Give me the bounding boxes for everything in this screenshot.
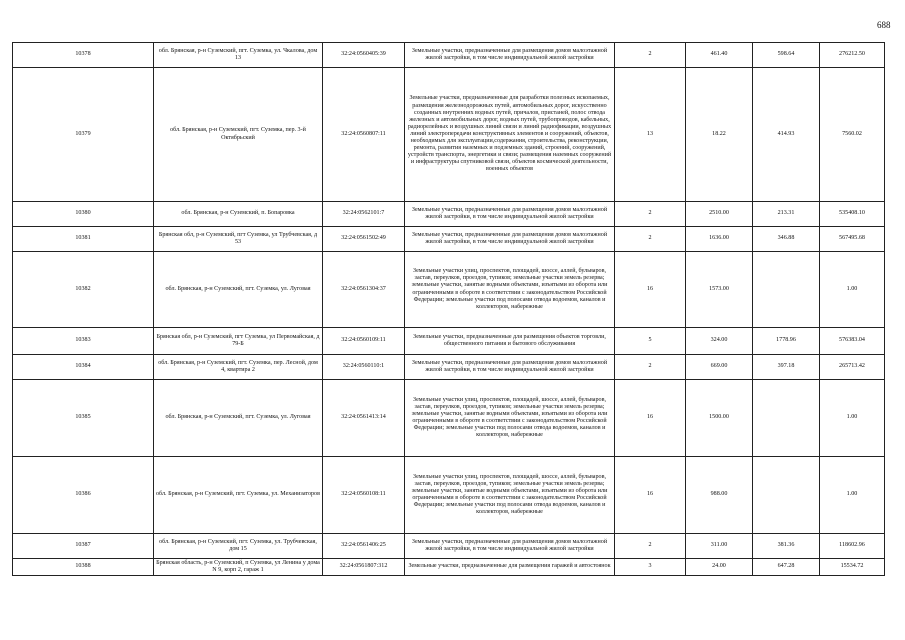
row-address: обл. Брянская, р-н Суземский, пгт. Суземка, пер. Лесной, дом 4, квартира 2	[154, 355, 323, 380]
row-group: 2	[615, 227, 686, 252]
row-group: 3	[615, 559, 686, 576]
row-area: 24.00	[686, 559, 753, 576]
row-land-purpose: Земельные участки, предназначенные для размещения домов малоэтажной жилой застройки, в том числе индивидуальной жилой застройки	[405, 227, 615, 252]
table-row	[13, 328, 885, 355]
row-address: обл. Брянская, р-н Суземский, пгт. Суземка, пер. 3-й Октябрьский	[154, 68, 323, 202]
row-address: обл. Брянская, р-н Суземский, пгт. Суземка, ул. Трубчевская, дом 15	[154, 534, 323, 559]
table-row	[13, 534, 885, 559]
row-area: 311.00	[686, 534, 753, 559]
row-land-purpose: Земельные участки улиц, проспектов, площадей, шоссе, аллей, бульваров, застав, переулков, проездов, тупиков; земельные участки земель резерва; земельные участки, занятые водными объектами, изъятыми из оборота или ограниченными в обороте в соответствии с законодательством Российской Федерации; земельные участки под полосами отвода водоемов, каналов и коллекторов, набережные	[405, 252, 615, 328]
row-area: 988.00	[686, 457, 753, 534]
row-address: обл. Брянская, р-н Суземский, п. Бопаровка	[154, 202, 323, 227]
row-cadastral-number: 32:24:0560110:1	[323, 355, 405, 380]
row-group: 13	[615, 68, 686, 202]
row-group: 16	[615, 252, 686, 328]
table-row	[13, 68, 885, 202]
row-cadastral-number: 32:24:0560405:39	[323, 43, 405, 68]
row-cadastral-number: 32:24:0561413:14	[323, 380, 405, 457]
row-unit-price: 397.18	[753, 355, 820, 380]
page-number: 688	[877, 20, 891, 30]
row-area: 1573.00	[686, 252, 753, 328]
row-cadastral-number: 32:24:0561502:49	[323, 227, 405, 252]
row-group: 2	[615, 43, 686, 68]
row-id: 10380	[13, 202, 154, 227]
row-cadastral-value: 576383.04	[820, 328, 885, 355]
row-cadastral-value: 1.00	[820, 380, 885, 457]
row-cadastral-value: 567495.68	[820, 227, 885, 252]
row-land-purpose: Земельные участки, предназначенные для размещения гаражей и автостоянок	[405, 559, 615, 576]
row-id: 10386	[13, 457, 154, 534]
row-land-purpose: Земельные участки, предназначенные для размещения домов малоэтажной жилой застройки, в том числе индивидуальной жилой застройки	[405, 202, 615, 227]
row-unit-price: 414.93	[753, 68, 820, 202]
row-land-purpose: Земельные участки, предназначенные для размещения домов малоэтажной жилой застройки, в том числе индивидуальной жилой застройки	[405, 43, 615, 68]
row-cadastral-number: 32:24:0561406:25	[323, 534, 405, 559]
row-land-purpose: Земельные участки улиц, проспектов, площадей, шоссе, аллей, бульваров, застав, переулков, проездов, тупиков; земельные участки земель резерва; земельные участки, занятые водными объектами, изъятыми из оборота или ограниченными в обороте в соответствии с законодательством Российской Федерации; земельные участки под полосами отвода водоемов, каналов и коллекторов, набережные	[405, 457, 615, 534]
row-land-purpose: Земельные участки, предназначенные для размещения домов малоэтажной жилой застройки, в том числе индивидуальной жилой застройки	[405, 534, 615, 559]
row-id: 10379	[13, 68, 154, 202]
row-id: 10385	[13, 380, 154, 457]
row-cadastral-value: 7560.02	[820, 68, 885, 202]
row-address: обл. Брянская, р-н Суземский, пгт. Суземка, ул. Луговая	[154, 380, 323, 457]
row-land-purpose: Земельные участки улиц, проспектов, площадей, шоссе, аллей, бульваров, застав, переулков, проездов, тупиков; земельные участки земель резерва; земельные участки, занятые водными объектами, изъятыми из оборота или ограниченными в обороте в соответствии с законодательством Российской Федерации; земельные участки под полосами отвода водоемов, каналов и коллекторов, набережные	[405, 380, 615, 457]
row-unit-price	[753, 380, 820, 457]
row-unit-price: 647.28	[753, 559, 820, 576]
row-unit-price: 213.31	[753, 202, 820, 227]
table-row	[13, 252, 885, 328]
row-unit-price: 598.64	[753, 43, 820, 68]
table-body	[13, 43, 885, 576]
table-row	[13, 227, 885, 252]
row-area: 18.22	[686, 68, 753, 202]
row-cadastral-number: 32:24:0560108:11	[323, 457, 405, 534]
row-area: 324.00	[686, 328, 753, 355]
table-row	[13, 457, 885, 534]
row-id: 10388	[13, 559, 154, 576]
row-cadastral-number: 32:24:0561304:37	[323, 252, 405, 328]
row-cadastral-value: 15534.72	[820, 559, 885, 576]
table-row	[13, 43, 885, 68]
row-id: 10381	[13, 227, 154, 252]
row-cadastral-number: 32:24:0562101:7	[323, 202, 405, 227]
row-group: 2	[615, 202, 686, 227]
row-cadastral-value: 118602.96	[820, 534, 885, 559]
row-id: 10382	[13, 252, 154, 328]
row-address: Брянская обл, р-н Суземский, пгт Суземка, ул Трубчевская, д 53	[154, 227, 323, 252]
row-area: 2510.00	[686, 202, 753, 227]
row-area: 1500.00	[686, 380, 753, 457]
table-row	[13, 559, 885, 576]
row-unit-price: 381.36	[753, 534, 820, 559]
row-area: 669.00	[686, 355, 753, 380]
row-group: 16	[615, 380, 686, 457]
row-land-purpose: Земельные участки, предназначенные для размещения объектов торговли, общественного питания и бытового обслуживания	[405, 328, 615, 355]
row-land-purpose: Земельные участки, предназначенные для разработки полезных ископаемых, размещения железнодорожных путей, автомобильных дорог, искусственно созданных внутренних водных путей, причалов, пристаней, полос отвода железных и автомобильных дорог, водных путей, трубопроводов, кабельных, радиорелейных и воздушных линий связи и линий радиофикации, воздушных линий электропередачи конструктивных элементов и сооружений, объектов, необходимых для эксплуатации,содержания, строительства, реконструкции, ремонта, развития наземных и подземных зданий, строений, сооружений, устройств транспорта, энергетики и связи; размещения наземных сооружений и инфраструктуры спутниковой связи, объектов космической деятельности, военных объектов	[405, 68, 615, 202]
table-row	[13, 355, 885, 380]
row-id: 10378	[13, 43, 154, 68]
row-land-purpose: Земельные участки, предназначенные для размещения домов малоэтажной жилой застройки, в том числе индивидуальной жилой застройки	[405, 355, 615, 380]
row-area: 1636.00	[686, 227, 753, 252]
row-unit-price	[753, 457, 820, 534]
row-cadastral-value: 535408.10	[820, 202, 885, 227]
row-id: 10387	[13, 534, 154, 559]
row-group: 5	[615, 328, 686, 355]
table-row	[13, 380, 885, 457]
row-address: Брянская область, р-н Суземский, п Суземка, ул Ленина у дома N 9, корп 2, гараж 1	[154, 559, 323, 576]
row-id: 10383	[13, 328, 154, 355]
row-group: 2	[615, 355, 686, 380]
row-unit-price: 346.88	[753, 227, 820, 252]
row-unit-price: 1778.96	[753, 328, 820, 355]
row-id: 10384	[13, 355, 154, 380]
row-cadastral-value: 265713.42	[820, 355, 885, 380]
row-address: обл. Брянская, р-н Суземский, пгт. Суземка, ул. Луговая	[154, 252, 323, 328]
row-address: обл. Брянская, р-н Суземский, пгт. Суземка, ул. Механизаторов	[154, 457, 323, 534]
row-group: 16	[615, 457, 686, 534]
table-row	[13, 202, 885, 227]
row-cadastral-value: 1.00	[820, 252, 885, 328]
row-cadastral-value: 1.00	[820, 457, 885, 534]
row-cadastral-number: 32:24:0561807:312	[323, 559, 405, 576]
row-unit-price	[753, 252, 820, 328]
land-registry-table	[12, 42, 885, 576]
row-group: 2	[615, 534, 686, 559]
row-area: 461.40	[686, 43, 753, 68]
row-cadastral-number: 32:24:0560109:11	[323, 328, 405, 355]
row-address: Брянская обл, р-н Суземский, пгт Суземка, ул Первомайская, д 79-Б	[154, 328, 323, 355]
row-cadastral-value: 276212.50	[820, 43, 885, 68]
row-cadastral-number: 32:24:0560807:11	[323, 68, 405, 202]
row-address: обл. Брянская, р-н Суземский, пгт. Суземка, ул. Чкалова, дом 13	[154, 43, 323, 68]
